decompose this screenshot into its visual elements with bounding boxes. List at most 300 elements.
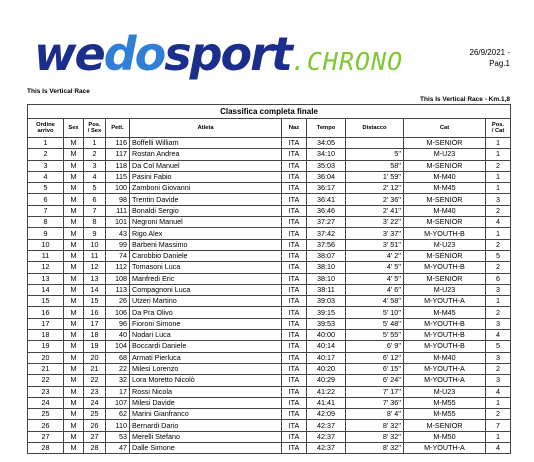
wedosport-chrono-logo bbox=[34, 27, 404, 81]
cell-pett: 115 bbox=[106, 171, 130, 182]
cell-pett: 107 bbox=[106, 397, 130, 408]
cell-cat: M-M55 bbox=[404, 409, 486, 420]
cell-ordine: 20 bbox=[28, 352, 64, 363]
cell-distacco: 2' 41'' bbox=[346, 205, 404, 216]
table-row bbox=[28, 420, 511, 431]
race-subtitle: This Is Vertical Race - Km.1,8 bbox=[420, 96, 510, 103]
cell-sex: M bbox=[64, 205, 84, 216]
cell-atleta: Boccardi Daniele bbox=[130, 341, 282, 352]
cell-atleta: Dalle Simone bbox=[130, 443, 282, 454]
cell-ordine: 15 bbox=[28, 296, 64, 307]
cell-tempo: 34:05 bbox=[307, 138, 346, 149]
cell-pos-sex: 10 bbox=[84, 239, 106, 250]
cell-sex: M bbox=[64, 284, 84, 295]
cell-pett: 40 bbox=[106, 330, 130, 341]
logo-chrono: .CHRONO bbox=[290, 47, 404, 76]
cell-pos-cat: 6 bbox=[486, 273, 511, 284]
cell-distacco: 6' 15'' bbox=[346, 363, 404, 374]
cell-ordine: 27 bbox=[28, 431, 64, 442]
cell-sex: M bbox=[64, 239, 84, 250]
cell-cat: M-U23 bbox=[404, 284, 486, 295]
table-row bbox=[28, 330, 511, 341]
cell-ordine: 9 bbox=[28, 228, 64, 239]
cell-pett: 74 bbox=[106, 250, 130, 261]
cell-tempo: 40:29 bbox=[307, 375, 346, 386]
cell-naz: ITA bbox=[282, 149, 307, 160]
cell-tempo: 41:41 bbox=[307, 397, 346, 408]
table-row bbox=[28, 138, 511, 149]
cell-distacco: 5' 48'' bbox=[346, 318, 404, 329]
cell-atleta: Manfredi Eric bbox=[130, 273, 282, 284]
date-text: 26/9/2021 - bbox=[469, 48, 510, 57]
cell-distacco: 8' 32'' bbox=[346, 420, 404, 431]
cell-tempo: 34:10 bbox=[307, 149, 346, 160]
cell-pos-sex: 6 bbox=[84, 194, 106, 205]
cell-naz: ITA bbox=[282, 330, 307, 341]
table-row bbox=[28, 386, 511, 397]
cell-atleta: Pasini Fabio bbox=[130, 171, 282, 182]
cell-pos-cat: 2 bbox=[486, 239, 511, 250]
cell-cat: M-M45 bbox=[404, 307, 486, 318]
cell-naz: ITA bbox=[282, 352, 307, 363]
cell-distacco: 6' 9'' bbox=[346, 341, 404, 352]
cell-tempo: 35:03 bbox=[307, 160, 346, 171]
cell-pett: 118 bbox=[106, 160, 130, 171]
cell-pos-cat: 4 bbox=[486, 217, 511, 228]
cell-atleta: Bonaldi Sergio bbox=[130, 205, 282, 216]
cell-atleta: Tomasoni Luca bbox=[130, 262, 282, 273]
table-row bbox=[28, 352, 511, 363]
cell-atleta: Bernardi Dario bbox=[130, 420, 282, 431]
cell-pos-cat: 4 bbox=[486, 330, 511, 341]
col-header-atleta: Atleta bbox=[130, 119, 282, 138]
cell-ordine: 17 bbox=[28, 318, 64, 329]
cell-pett: 116 bbox=[106, 138, 130, 149]
cell-distacco: 6' 24'' bbox=[346, 375, 404, 386]
cell-atleta: Armati Pierluca bbox=[130, 352, 282, 363]
table-row bbox=[28, 443, 511, 454]
cell-pos-sex: 3 bbox=[84, 160, 106, 171]
table-row bbox=[28, 239, 511, 250]
cell-naz: ITA bbox=[282, 409, 307, 420]
cell-pos-sex: 15 bbox=[84, 296, 106, 307]
logo-wedosport: wedosport bbox=[34, 27, 291, 81]
cell-distacco bbox=[346, 138, 404, 149]
cell-distacco: 7' 36'' bbox=[346, 397, 404, 408]
cell-atleta: Utzeri Martino bbox=[130, 296, 282, 307]
cell-sex: M bbox=[64, 397, 84, 408]
cell-pett: 110 bbox=[106, 420, 130, 431]
cell-cat: M-M40 bbox=[404, 352, 486, 363]
cell-atleta: Carobbio Daniele bbox=[130, 250, 282, 261]
table-row bbox=[28, 160, 511, 171]
cell-pett: 106 bbox=[106, 307, 130, 318]
cell-pos-sex: 12 bbox=[84, 262, 106, 273]
cell-pos-cat: 1 bbox=[486, 296, 511, 307]
col-header-ordine: Ordine arrivo bbox=[28, 119, 64, 138]
cell-distacco: 5' 55'' bbox=[346, 330, 404, 341]
cell-atleta: Rostan Andrea bbox=[130, 149, 282, 160]
cell-pos-sex: 5 bbox=[84, 183, 106, 194]
table-row bbox=[28, 205, 511, 216]
cell-pos-sex: 26 bbox=[84, 420, 106, 431]
cell-pos-cat: 5 bbox=[486, 250, 511, 261]
cell-sex: M bbox=[64, 363, 84, 374]
cell-pos-sex: 9 bbox=[84, 228, 106, 239]
cell-ordine: 19 bbox=[28, 341, 64, 352]
cell-sex: M bbox=[64, 330, 84, 341]
cell-ordine: 7 bbox=[28, 205, 64, 216]
cell-cat: M-M55 bbox=[404, 397, 486, 408]
cell-tempo: 40:17 bbox=[307, 352, 346, 363]
cell-pos-cat: 1 bbox=[486, 397, 511, 408]
cell-pos-cat: 2 bbox=[486, 160, 511, 171]
results-table bbox=[27, 104, 511, 454]
cell-sex: M bbox=[64, 409, 84, 420]
cell-sex: M bbox=[64, 262, 84, 273]
cell-naz: ITA bbox=[282, 363, 307, 374]
cell-sex: M bbox=[64, 149, 84, 160]
print-date bbox=[470, 47, 510, 69]
cell-pos-sex: 1 bbox=[84, 138, 106, 149]
cell-atleta: Lora Moretto Nicolò bbox=[130, 375, 282, 386]
table-row bbox=[28, 217, 511, 228]
cell-pos-sex: 8 bbox=[84, 217, 106, 228]
cell-tempo: 38:11 bbox=[307, 284, 346, 295]
cell-cat: M-SENIOR bbox=[404, 420, 486, 431]
cell-cat: M-M40 bbox=[404, 205, 486, 216]
cell-pos-cat: 4 bbox=[486, 443, 511, 454]
cell-ordine: 10 bbox=[28, 239, 64, 250]
cell-pos-cat: 3 bbox=[486, 352, 511, 363]
cell-atleta: Fioroni Simone bbox=[130, 318, 282, 329]
cell-tempo: 40:14 bbox=[307, 341, 346, 352]
cell-pos-sex: 13 bbox=[84, 273, 106, 284]
cell-cat: M-U23 bbox=[404, 239, 486, 250]
cell-cat: M-YOUTH-A bbox=[404, 296, 486, 307]
cell-pos-cat: 1 bbox=[486, 183, 511, 194]
table-row bbox=[28, 375, 511, 386]
table-row bbox=[28, 183, 511, 194]
table-row bbox=[28, 341, 511, 352]
cell-atleta: Barbeni Massimo bbox=[130, 239, 282, 250]
cell-cat: M-SENIOR bbox=[404, 250, 486, 261]
cell-pos-cat: 5 bbox=[486, 341, 511, 352]
cell-sex: M bbox=[64, 318, 84, 329]
col-header-naz: Naz bbox=[282, 119, 307, 138]
table-row bbox=[28, 284, 511, 295]
cell-pos-cat: 3 bbox=[486, 375, 511, 386]
cell-pett: 112 bbox=[106, 262, 130, 273]
cell-tempo: 38:10 bbox=[307, 273, 346, 284]
cell-atleta: Nodari Luca bbox=[130, 330, 282, 341]
cell-cat: M-M50 bbox=[404, 431, 486, 442]
cell-sex: M bbox=[64, 160, 84, 171]
cell-cat: M-SENIOR bbox=[404, 160, 486, 171]
cell-ordine: 26 bbox=[28, 420, 64, 431]
cell-ordine: 11 bbox=[28, 250, 64, 261]
cell-pett: 43 bbox=[106, 228, 130, 239]
cell-pos-sex: 18 bbox=[84, 330, 106, 341]
cell-pos-cat: 1 bbox=[486, 171, 511, 182]
cell-ordine: 18 bbox=[28, 330, 64, 341]
race-title: This Is Vertical Race bbox=[27, 88, 90, 95]
cell-pett: 47 bbox=[106, 443, 130, 454]
cell-sex: M bbox=[64, 307, 84, 318]
col-header-sex: Sex bbox=[64, 119, 84, 138]
cell-pos-cat: 2 bbox=[486, 205, 511, 216]
cell-sex: M bbox=[64, 420, 84, 431]
cell-ordine: 3 bbox=[28, 160, 64, 171]
cell-cat: M-SENIOR bbox=[404, 138, 486, 149]
cell-ordine: 21 bbox=[28, 363, 64, 374]
cell-sex: M bbox=[64, 273, 84, 284]
cell-distacco: 58'' bbox=[346, 160, 404, 171]
cell-distacco: 4' 2'' bbox=[346, 250, 404, 261]
cell-tempo: 42:37 bbox=[307, 420, 346, 431]
page-number: Pag.1 bbox=[489, 59, 510, 68]
table-row bbox=[28, 194, 511, 205]
cell-cat: M-YOUTH-B bbox=[404, 318, 486, 329]
table-row bbox=[28, 149, 511, 160]
cell-naz: ITA bbox=[282, 262, 307, 273]
cell-naz: ITA bbox=[282, 375, 307, 386]
cell-naz: ITA bbox=[282, 431, 307, 442]
table-row bbox=[28, 307, 511, 318]
cell-pos-sex: 23 bbox=[84, 386, 106, 397]
cell-naz: ITA bbox=[282, 307, 307, 318]
cell-pett: 99 bbox=[106, 239, 130, 250]
cell-tempo: 39:53 bbox=[307, 318, 346, 329]
cell-cat: M-SENIOR bbox=[404, 217, 486, 228]
cell-sex: M bbox=[64, 431, 84, 442]
cell-cat: M-YOUTH-B bbox=[404, 341, 486, 352]
table-row bbox=[28, 296, 511, 307]
cell-naz: ITA bbox=[282, 296, 307, 307]
cell-naz: ITA bbox=[282, 386, 307, 397]
cell-distacco: 4' 58'' bbox=[346, 296, 404, 307]
cell-pos-sex: 4 bbox=[84, 171, 106, 182]
cell-ordine: 13 bbox=[28, 273, 64, 284]
cell-naz: ITA bbox=[282, 420, 307, 431]
cell-sex: M bbox=[64, 341, 84, 352]
cell-sex: M bbox=[64, 194, 84, 205]
cell-pos-cat: 1 bbox=[486, 138, 511, 149]
cell-atleta: Marini Gianfranco bbox=[130, 409, 282, 420]
cell-pos-sex: 2 bbox=[84, 149, 106, 160]
cell-cat: M-YOUTH-A bbox=[404, 363, 486, 374]
cell-pos-cat: 2 bbox=[486, 363, 511, 374]
table-header-row bbox=[28, 119, 511, 138]
cell-tempo: 42:37 bbox=[307, 443, 346, 454]
cell-naz: ITA bbox=[282, 194, 307, 205]
col-header-tempo: Tempo bbox=[307, 119, 346, 138]
cell-distacco: 5'' bbox=[346, 149, 404, 160]
col-header-cat: Cat bbox=[404, 119, 486, 138]
cell-distacco: 5' 10'' bbox=[346, 307, 404, 318]
cell-distacco: 4' 5'' bbox=[346, 273, 404, 284]
cell-naz: ITA bbox=[282, 318, 307, 329]
cell-atleta: Compagnoni Luca bbox=[130, 284, 282, 295]
cell-cat: M-SENIOR bbox=[404, 273, 486, 284]
cell-ordine: 2 bbox=[28, 149, 64, 160]
cell-distacco: 8' 32'' bbox=[346, 431, 404, 442]
cell-sex: M bbox=[64, 352, 84, 363]
cell-distacco: 6' 12'' bbox=[346, 352, 404, 363]
cell-naz: ITA bbox=[282, 397, 307, 408]
cell-ordine: 25 bbox=[28, 409, 64, 420]
cell-atleta: Da Col Manuel bbox=[130, 160, 282, 171]
cell-cat: M-YOUTH-B bbox=[404, 262, 486, 273]
cell-naz: ITA bbox=[282, 443, 307, 454]
cell-distacco: 4' 5'' bbox=[346, 262, 404, 273]
table-row bbox=[28, 431, 511, 442]
cell-sex: M bbox=[64, 183, 84, 194]
col-header-pos-sex: Pos. / Sex bbox=[84, 119, 106, 138]
cell-tempo: 37:42 bbox=[307, 228, 346, 239]
cell-distacco: 3' 22'' bbox=[346, 217, 404, 228]
cell-distacco: 8' 32'' bbox=[346, 443, 404, 454]
cell-atleta: Rossi Nicola bbox=[130, 386, 282, 397]
cell-tempo: 41:22 bbox=[307, 386, 346, 397]
cell-sex: M bbox=[64, 386, 84, 397]
cell-naz: ITA bbox=[282, 217, 307, 228]
cell-pos-sex: 19 bbox=[84, 341, 106, 352]
col-header-distacco: Distacco bbox=[346, 119, 404, 138]
cell-pett: 117 bbox=[106, 149, 130, 160]
cell-sex: M bbox=[64, 228, 84, 239]
cell-distacco: 4' 6'' bbox=[346, 284, 404, 295]
cell-naz: ITA bbox=[282, 183, 307, 194]
table-body bbox=[28, 138, 511, 454]
cell-pos-cat: 2 bbox=[486, 262, 511, 273]
cell-pos-cat: 7 bbox=[486, 420, 511, 431]
cell-ordine: 28 bbox=[28, 443, 64, 454]
cell-distacco: 2' 12'' bbox=[346, 183, 404, 194]
cell-ordine: 8 bbox=[28, 217, 64, 228]
cell-pett: 98 bbox=[106, 194, 130, 205]
cell-ordine: 1 bbox=[28, 138, 64, 149]
cell-atleta: Trentin Davide bbox=[130, 194, 282, 205]
cell-pett: 32 bbox=[106, 375, 130, 386]
cell-pett: 17 bbox=[106, 386, 130, 397]
table-row bbox=[28, 273, 511, 284]
table-row bbox=[28, 262, 511, 273]
cell-naz: ITA bbox=[282, 273, 307, 284]
cell-ordine: 24 bbox=[28, 397, 64, 408]
cell-tempo: 36:46 bbox=[307, 205, 346, 216]
cell-distacco: 2' 36'' bbox=[346, 194, 404, 205]
table-row bbox=[28, 171, 511, 182]
cell-distacco: 7' 17'' bbox=[346, 386, 404, 397]
cell-tempo: 36:04 bbox=[307, 171, 346, 182]
cell-pos-cat: 3 bbox=[486, 194, 511, 205]
table-row bbox=[28, 363, 511, 374]
table-row bbox=[28, 409, 511, 420]
cell-pos-sex: 27 bbox=[84, 431, 106, 442]
cell-distacco: 3' 51'' bbox=[346, 239, 404, 250]
cell-pos-cat: 2 bbox=[486, 409, 511, 420]
cell-naz: ITA bbox=[282, 228, 307, 239]
cell-tempo: 36:41 bbox=[307, 194, 346, 205]
cell-cat: M-SENIOR bbox=[404, 194, 486, 205]
cell-pos-sex: 22 bbox=[84, 375, 106, 386]
cell-sex: M bbox=[64, 217, 84, 228]
cell-pos-sex: 7 bbox=[84, 205, 106, 216]
table-row bbox=[28, 318, 511, 329]
cell-pos-cat: 3 bbox=[486, 318, 511, 329]
cell-pos-cat: 2 bbox=[486, 307, 511, 318]
cell-tempo: 38:07 bbox=[307, 250, 346, 261]
cell-pos-sex: 25 bbox=[84, 409, 106, 420]
cell-sex: M bbox=[64, 443, 84, 454]
cell-ordine: 5 bbox=[28, 183, 64, 194]
cell-tempo: 37:27 bbox=[307, 217, 346, 228]
cell-sex: M bbox=[64, 138, 84, 149]
cell-ordine: 6 bbox=[28, 194, 64, 205]
cell-pos-sex: 28 bbox=[84, 443, 106, 454]
cell-pos-sex: 11 bbox=[84, 250, 106, 261]
cell-cat: M-YOUTH-B bbox=[404, 330, 486, 341]
cell-ordine: 4 bbox=[28, 171, 64, 182]
cell-sex: M bbox=[64, 296, 84, 307]
cell-naz: ITA bbox=[282, 284, 307, 295]
cell-ordine: 14 bbox=[28, 284, 64, 295]
cell-naz: ITA bbox=[282, 341, 307, 352]
cell-naz: ITA bbox=[282, 250, 307, 261]
cell-atleta: Boffelli William bbox=[130, 138, 282, 149]
cell-pett: 100 bbox=[106, 183, 130, 194]
cell-pos-sex: 17 bbox=[84, 318, 106, 329]
cell-pos-sex: 14 bbox=[84, 284, 106, 295]
cell-naz: ITA bbox=[282, 138, 307, 149]
cell-pett: 108 bbox=[106, 273, 130, 284]
cell-tempo: 42:37 bbox=[307, 431, 346, 442]
cell-ordine: 23 bbox=[28, 386, 64, 397]
cell-cat: M-M40 bbox=[404, 171, 486, 182]
cell-naz: ITA bbox=[282, 171, 307, 182]
cell-naz: ITA bbox=[282, 205, 307, 216]
cell-distacco: 3' 37'' bbox=[346, 228, 404, 239]
table-row bbox=[28, 228, 511, 239]
cell-pos-sex: 16 bbox=[84, 307, 106, 318]
cell-atleta: Negroni Manuel bbox=[130, 217, 282, 228]
cell-pett: 62 bbox=[106, 409, 130, 420]
cell-pos-cat: 3 bbox=[486, 284, 511, 295]
cell-pett: 104 bbox=[106, 341, 130, 352]
table-row bbox=[28, 250, 511, 261]
cell-atleta: Merelli Stefano bbox=[130, 431, 282, 442]
cell-cat: M-YOUTH-B bbox=[404, 228, 486, 239]
cell-tempo: 37:56 bbox=[307, 239, 346, 250]
table-row bbox=[28, 397, 511, 408]
cell-tempo: 36:17 bbox=[307, 183, 346, 194]
cell-cat: M-U23 bbox=[404, 386, 486, 397]
cell-naz: ITA bbox=[282, 239, 307, 250]
cell-atleta: Rigo Alex bbox=[130, 228, 282, 239]
cell-tempo: 40:20 bbox=[307, 363, 346, 374]
cell-distacco: 8' 4'' bbox=[346, 409, 404, 420]
cell-pos-cat: 4 bbox=[486, 386, 511, 397]
cell-pett: 53 bbox=[106, 431, 130, 442]
cell-pos-cat: 1 bbox=[486, 228, 511, 239]
cell-atleta: Milesi Lorenzo bbox=[130, 363, 282, 374]
cell-ordine: 12 bbox=[28, 262, 64, 273]
cell-pett: 22 bbox=[106, 363, 130, 374]
cell-pett: 113 bbox=[106, 284, 130, 295]
cell-pos-sex: 20 bbox=[84, 352, 106, 363]
cell-tempo: 39:03 bbox=[307, 296, 346, 307]
